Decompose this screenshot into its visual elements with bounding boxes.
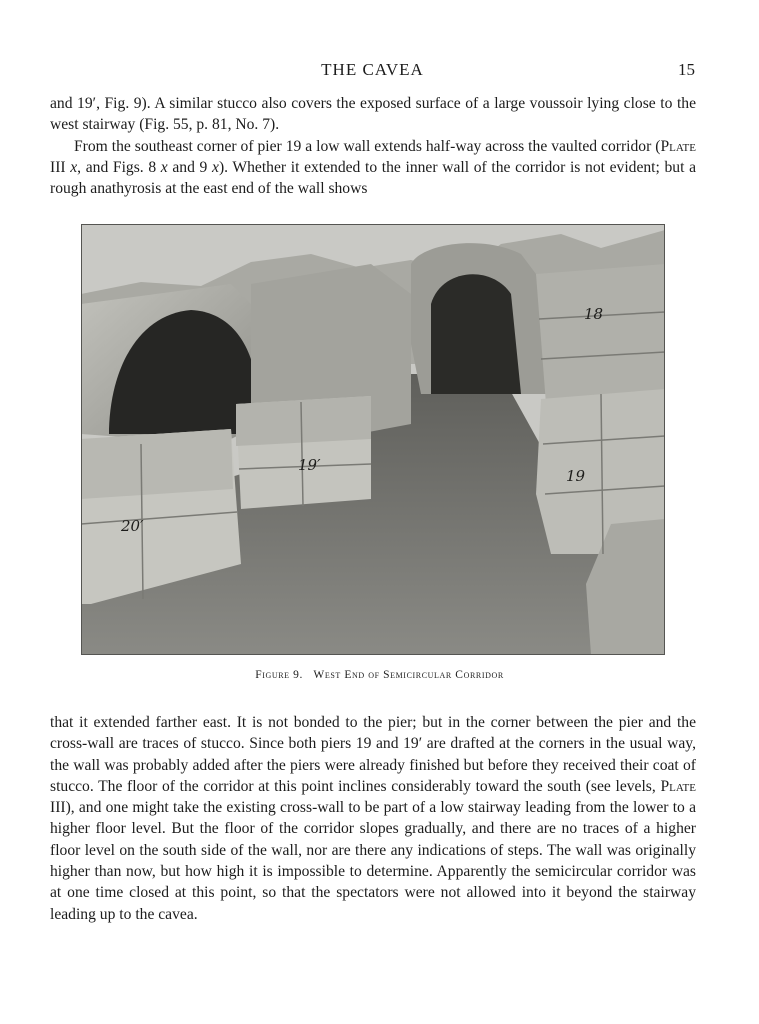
bottom-text-block — [50, 712, 696, 925]
figure-title: West End of Semicircular Corridor — [313, 669, 504, 681]
figure-number: Figure 9. — [255, 669, 303, 681]
pier-19-label: 19 — [566, 467, 586, 485]
top-text-block — [50, 93, 696, 199]
pier-20-prime-label: 20′ — [121, 517, 144, 535]
italic-x: x — [70, 158, 78, 176]
paragraph-3-text-b: III), and one might take the existing cross-wall to be part of a low stairway leading from the lower to a higher floor level. But the floor of the corridor slopes gradually, and there are no traces of a higher floor level on the south side of the wall, nor are there any indications of steps. The wall was originally higher than now, but how high it is impossible to determine. Apparently the semicircular corridor was at one time closed at this point, so that the spectators were not allowed into it beyond the stairway leading up to the cavea. — [50, 799, 696, 923]
paragraph-2-text-b: III — [50, 158, 71, 176]
far-arch-opening — [431, 274, 521, 394]
pier-18-block — [536, 264, 665, 404]
figure-caption — [0, 669, 759, 681]
pier-19-prime-label: 19′ — [298, 456, 321, 474]
paragraph-2-text-d: and 9 — [167, 158, 213, 176]
italic-x: x — [212, 158, 219, 176]
paragraph-2-text-c: , and Figs. 8 — [77, 158, 161, 176]
paragraph-1: and 19′, Fig. 9). A similar stucco also covers the exposed surface of a large voussoir lying close to the west stairway (Fig. 55, p. 81, No. 7). — [50, 95, 696, 134]
italic-x: x — [160, 158, 168, 176]
plate-reference: Plate — [660, 137, 696, 155]
figure-photograph — [81, 224, 665, 655]
running-title: THE CAVEA — [321, 60, 424, 79]
paragraph-2-text-a: From the southeast corner of pier 19 a low wall extends half-way across the vaulted corridor ( — [74, 137, 661, 155]
pier-19-prime-top-course — [236, 396, 371, 446]
paragraph-2-text-e: ). Whether it extended to the inner wall of the corridor is not evident; but a rough anathyrosis at the east end of the wall shows — [50, 158, 697, 198]
running-head — [50, 60, 695, 80]
paragraph-3-text-a: that it extended farther east. It is not bonded to the pier; but in the corner between the pier and the cross-wall are traces of stucco. Since both piers 19 and 19′ are drafted at the corners in the usual way, the wall was probably added after the piers were already finished but before they received their coat of stucco. The floor of the corridor at this point inclines considerably toward the south (see levels, — [50, 714, 696, 795]
pier-20-prime-top-course — [81, 429, 233, 499]
pier-18-label: 18 — [584, 305, 604, 323]
plate-reference: Plate — [660, 777, 696, 795]
page-number: 15 — [678, 60, 695, 79]
paragraph-2 — [50, 136, 696, 200]
paragraph-3 — [50, 712, 696, 925]
corridor-photo-illustration — [81, 224, 665, 655]
